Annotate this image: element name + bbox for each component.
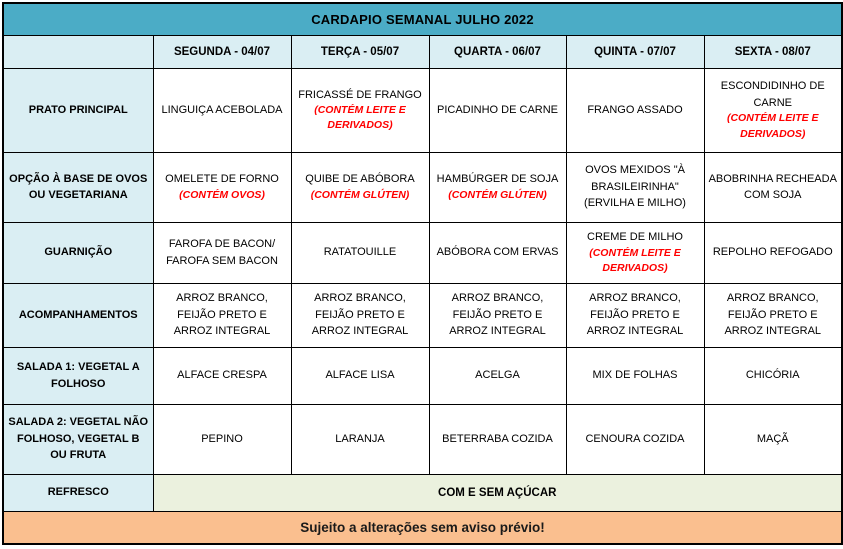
dish-text: ARROZ BRANCO, FEIJÃO PRETO E ARROZ INTEGRAL [449,292,546,338]
dish-text: ALFACE LISA [325,369,395,382]
menu-cell [566,404,704,474]
row-guarnicao [3,222,842,283]
row-label: PRATO PRINCIPAL [3,68,153,152]
menu-cell [291,404,429,474]
dish-text: REPOLHO REFOGADO [712,246,833,259]
dish-text: CREME DE MILHO [587,231,683,244]
allergen-note: (CONTÉM LEITE E DERIVADOS) [314,104,406,132]
dish-text: ESCONDIDINHO DE CARNE [720,80,825,109]
allergen-note: (CONTÉM LEITE E DERIVADOS) [589,246,681,274]
dish-text: CHICÓRIA [745,369,800,382]
menu-cell [566,68,704,152]
menu-cell [566,152,704,222]
menu-cell [153,152,291,222]
footer-note: Sujeito a alterações sem aviso prévio! [3,511,842,544]
dish-text: PEPINO [201,432,243,445]
dish-text: FRANGO ASSADO [587,103,683,116]
row-refresco [3,474,842,511]
menu-cell [704,404,842,474]
dish-text: MAÇÃ [756,432,789,445]
menu-cell [704,347,842,404]
allergen-note: (CONTÉM GLÚTEN) [448,188,547,201]
col-header-sexta: SEXTA - 08/07 [704,35,842,68]
col-header-quarta: QUARTA - 06/07 [429,35,566,68]
dish-text: ABÓBORA COM ERVAS [436,246,559,259]
menu-cell [566,222,704,283]
dish-text: FRICASSÉ DE FRANGO [298,88,422,101]
dish-text: QUIBE DE ABÓBORA [305,173,415,186]
menu-cell [429,404,566,474]
refresco-value: COM E SEM AÇÚCAR [153,474,842,511]
row-label: SALADA 1: VEGETAL A FOLHOSO [3,347,153,404]
row-prato-principal [3,68,842,152]
menu-cell [704,283,842,347]
dish-text: OMELETE DE FORNO [165,173,279,186]
corner-cell [3,35,153,68]
row-opcao-vegetariana [3,152,842,222]
col-header-segunda: SEGUNDA - 04/07 [153,35,291,68]
dish-text: RATATOUILLE [323,246,397,259]
menu-cell [291,68,429,152]
dish-text: HAMBÚRGER DE SOJA [436,173,559,186]
menu-cell [153,347,291,404]
dish-text: ARROZ BRANCO, FEIJÃO PRETO E ARROZ INTEGRAL [311,292,409,338]
menu-cell [429,283,566,347]
menu-cell [153,283,291,347]
allergen-note: (CONTÉM LEITE E DERIVADOS) [726,112,819,140]
menu-cell [153,404,291,474]
menu-cell [429,152,566,222]
row-label: SALADA 2: VEGETAL NÃO FOLHOSO, VEGETAL B OU FRUTA [3,404,153,474]
col-header-terca: TERÇA - 05/07 [291,35,429,68]
dish-text: PICADINHO DE CARNE [436,103,559,116]
row-salada-2 [3,404,842,474]
dish-text: ACELGA [475,369,520,382]
dish-text: BETERRABA COZIDA [442,432,553,445]
dish-text: ARROZ BRANCO, FEIJÃO PRETO E ARROZ INTEGRAL [586,292,684,338]
title-row [3,3,842,35]
menu-cell [429,347,566,404]
weekly-menu-table [2,2,843,545]
menu-cell [291,347,429,404]
dish-text: FAROFA DE BACON/ FAROFA SEM BACON [166,238,278,267]
menu-cell [291,152,429,222]
dish-text: CENOURA COZIDA [585,432,685,445]
menu-cell [566,283,704,347]
menu-cell [291,283,429,347]
dish-text: OVOS MEXIDOS "À BRASILEIRINHA" (ERVILHA E MILHO) [584,164,686,210]
allergen-note: (CONTÉM OVOS) [179,188,265,201]
dish-text: ARROZ BRANCO, FEIJÃO PRETO E ARROZ INTEGRAL [173,292,271,338]
page-title: CARDAPIO SEMANAL JULHO 2022 [3,3,842,35]
dish-text: LINGUIÇA ACEBOLADA [161,103,283,116]
footer-row [3,511,842,544]
row-acompanhamentos [3,283,842,347]
allergen-note: (CONTÉM GLÚTEN) [310,188,410,201]
menu-cell [704,152,842,222]
dish-text: ALFACE CRESPA [177,369,267,382]
menu-cell [153,222,291,283]
col-header-quinta: QUINTA - 07/07 [566,35,704,68]
row-label: REFRESCO [3,474,153,511]
day-header-row [3,35,842,68]
menu-cell [566,347,704,404]
menu-cell [704,68,842,152]
row-salada-1 [3,347,842,404]
menu-cell [429,68,566,152]
menu-cell [429,222,566,283]
row-label: OPÇÃO À BASE DE OVOS OU VEGETARIANA [3,152,153,222]
dish-text: ARROZ BRANCO, FEIJÃO PRETO E ARROZ INTEGRAL [724,292,822,338]
row-label: GUARNIÇÃO [3,222,153,283]
menu-cell [291,222,429,283]
menu-cell [704,222,842,283]
dish-text: ABOBRINHA RECHEADA COM SOJA [708,172,837,201]
menu-cell [153,68,291,152]
dish-text: MIX DE FOLHAS [592,369,678,382]
dish-text: LARANJA [335,432,385,445]
row-label: ACOMPANHAMENTOS [3,283,153,347]
